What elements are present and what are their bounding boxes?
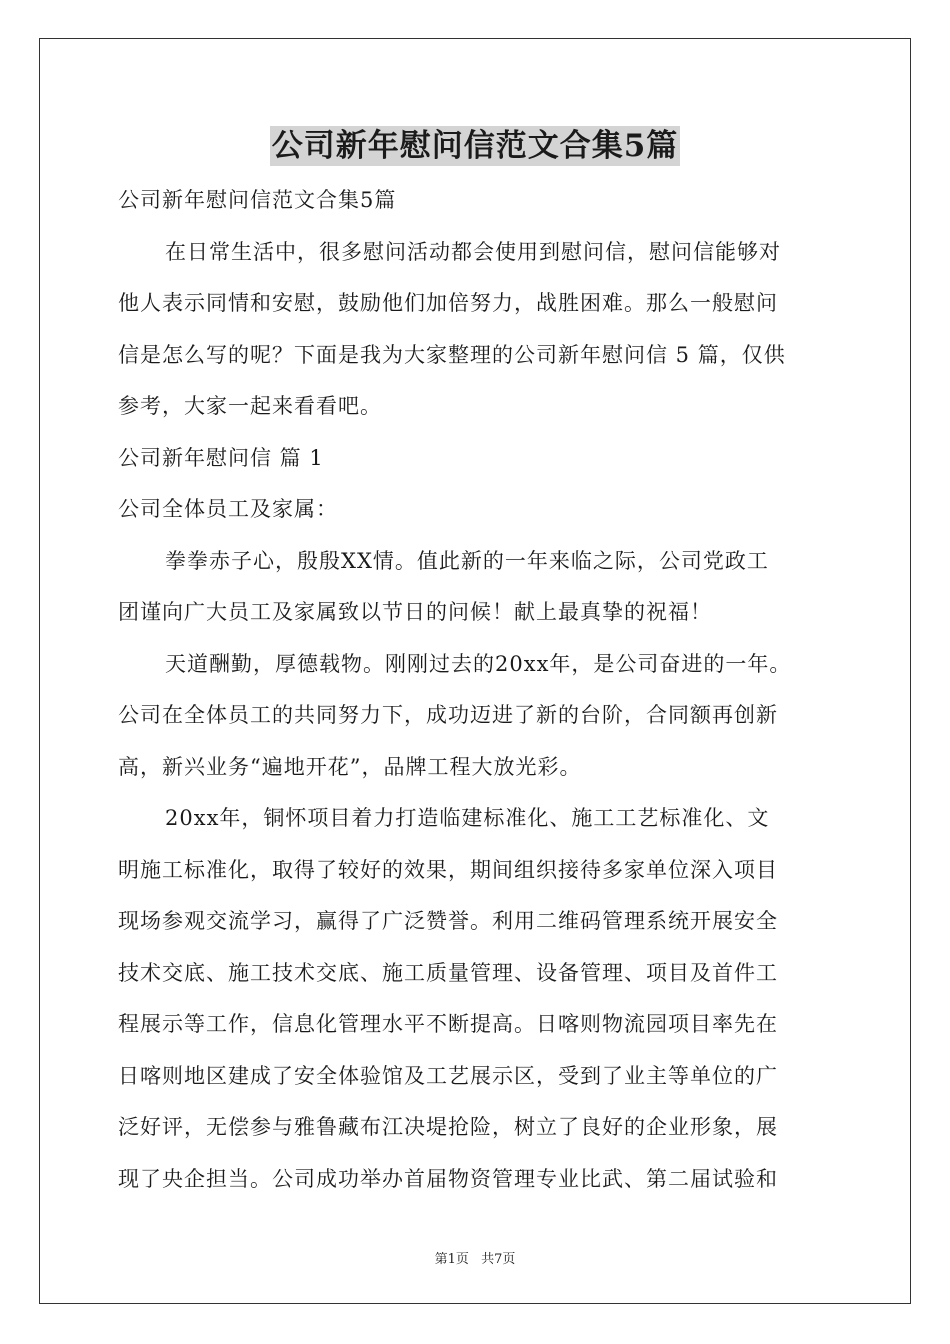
paragraph-line: 在日常生活中，很多慰问活动都会使用到慰问信，慰问信能够对 — [165, 239, 781, 264]
salutation: 公司全体员工及家属： — [118, 497, 338, 521]
subtitle-line: 公司新年慰问信范文合集5篇 — [118, 188, 397, 212]
paragraph-line: 信是怎么写的呢？下面是我为大家整理的公司新年慰问信 5 篇，仅供 — [118, 342, 786, 367]
paragraph-line: 现了央企担当。公司成功举办首届物资管理专业比武、第二届试验和 — [118, 1166, 778, 1191]
paragraph-line: 明施工标准化，取得了较好的效果，期间组织接待多家单位深入项目 — [118, 857, 778, 882]
paragraph-line: 他人表示同情和安慰，鼓励他们加倍努力，战胜困难。那么一般慰问 — [118, 291, 778, 315]
document-body — [118, 178, 836, 1208]
paragraph-line: 现场参观交流学习，赢得了广泛赞誉。利用二维码管理系统开展安全 — [118, 909, 778, 933]
section-heading: 公司新年慰问信 篇 1 — [118, 445, 324, 470]
page-number: 第1页 — [434, 1252, 469, 1267]
paragraph-line: 参考，大家一起来看看吧。 — [118, 394, 382, 418]
paragraph-line: 技术交底、施工技术交底、施工质量管理、设备管理、项目及首件工 — [118, 960, 778, 985]
paragraph-line: 日喀则地区建成了安全体验馆及工艺展示区，受到了业主等单位的广 — [118, 1063, 778, 1088]
page-total: 共7页 — [481, 1252, 516, 1267]
paragraph-line: 高，新兴业务“遍地开花”，品牌工程大放光彩。 — [118, 754, 582, 779]
paragraph-line: 拳拳赤子心，殷殷XX情。值此新的一年来临之际，公司党政工 — [165, 548, 769, 573]
paragraph-line: 20xx年，铜怀项目着力打造临建标准化、施工工艺标准化、文 — [165, 806, 770, 830]
paragraph-line: 泛好评，无偿参与雅鲁藏布江决堤抢险，树立了良好的企业形象，展 — [118, 1115, 778, 1139]
paragraph-line: 程展示等工作，信息化管理水平不断提高。日喀则物流园项目率先在 — [118, 1012, 778, 1036]
page-footer — [0, 1248, 950, 1267]
paragraph-line: 公司在全体员工的共同努力下，成功迈进了新的台阶，合同额再创新 — [118, 703, 778, 727]
paragraph-line: 天道酬勤，厚德载物。刚刚过去的20xx年，是公司奋进的一年。 — [165, 651, 792, 676]
document-title: 公司新年慰问信范文合集5篇 — [271, 128, 679, 164]
title-container — [0, 126, 950, 166]
paragraph-line: 团谨向广大员工及家属致以节日的问候！献上最真挚的祝福！ — [118, 600, 712, 624]
